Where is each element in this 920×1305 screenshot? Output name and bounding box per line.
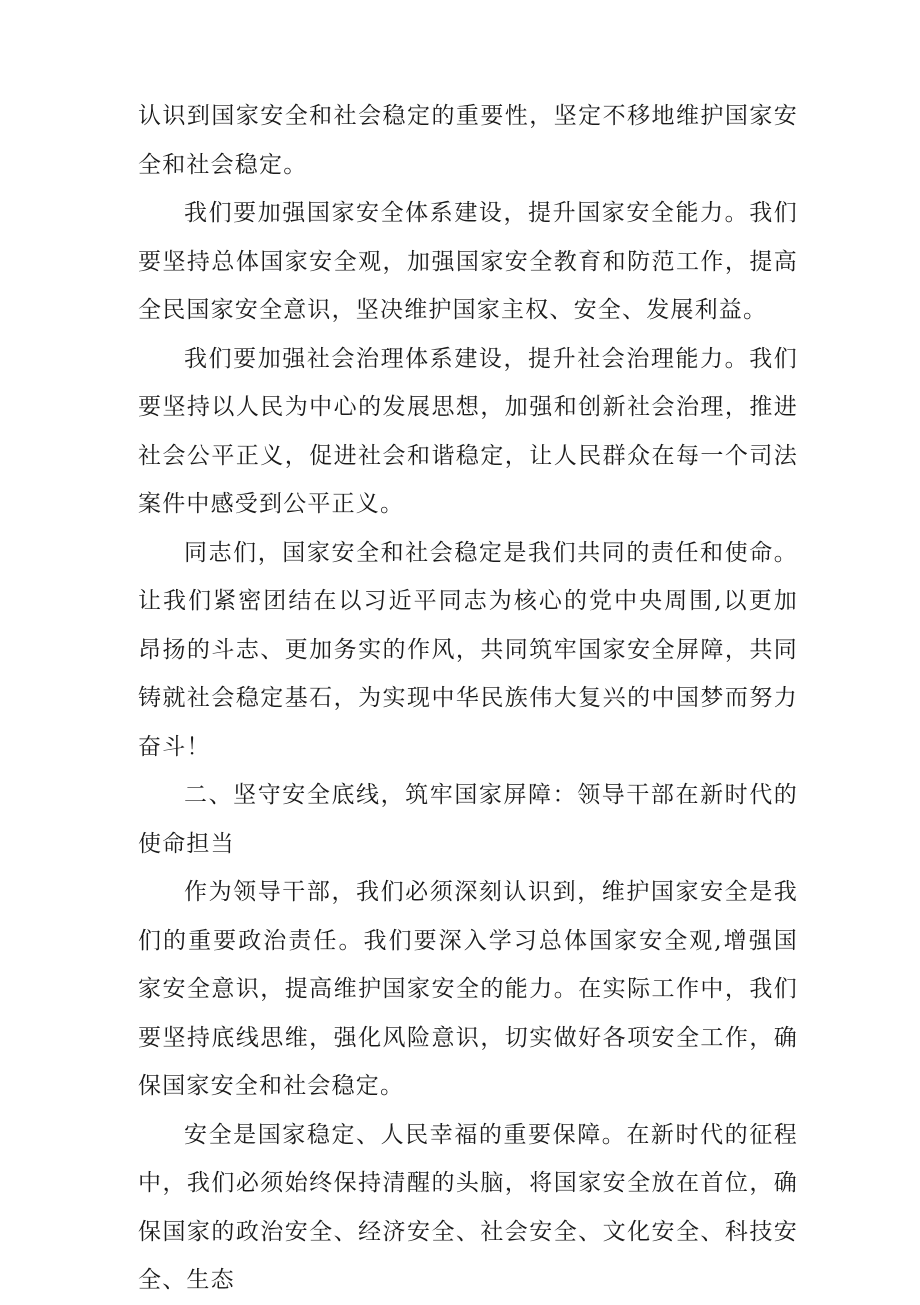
paragraph-2: 我们要加强国家安全体系建设，提升国家安全能力。我们要坚持总体国家安全观，加强国家安全教育和防范工作，提高全民国家安全意识，坚决维护国家主权、安全、发展利益。	[138, 200, 798, 323]
paragraph-3: 我们要加强社会治理体系建设，提升社会治理能力。我们要坚持以人民为中心的发展思想，加强和创新社会治理，推进社会公平正义，促进社会和谐稳定，让人民群众在每一个司法案件中感受到公平正义。	[138, 345, 798, 517]
paragraph-1: 认识到国家安全和社会稳定的重要性，坚定不移地维护国家安全和社会稳定。	[138, 103, 798, 178]
paragraph-4: 同志们，国家安全和社会稳定是我们共同的责任和使命。让我们紧密团结在以习近平同志为核心的党中央周围,以更加昂扬的斗志、更加务实的作风，共同筑牢国家安全屏障，共同铸就社会稳定基石，为实现中华民族伟大复兴的中国梦而努力奋斗！	[138, 539, 798, 760]
paragraph-6: 安全是国家稳定、人民幸福的重要保障。在新时代的征程中，我们必须始终保持清醒的头脑，将国家安全放在首位，确保国家的政治安全、经济安全、社会安全、文化安全、科技安全、生态	[138, 1121, 798, 1293]
paragraph-5: 作为领导干部，我们必须深刻认识到，维护国家安全是我们的重要政治责任。我们要深入学习总体国家安全观,增强国家安全意识，提高维护国家安全的能力。在实际工作中，我们要坚持底线思维，强化风险意识，切实做好各项安全工作，确保国家安全和社会稳定。	[138, 879, 798, 1099]
document-body	[138, 92, 798, 1305]
section-heading: 二、坚守安全底线，筑牢国家屏障：领导干部在新时代的使命担当	[138, 782, 798, 857]
